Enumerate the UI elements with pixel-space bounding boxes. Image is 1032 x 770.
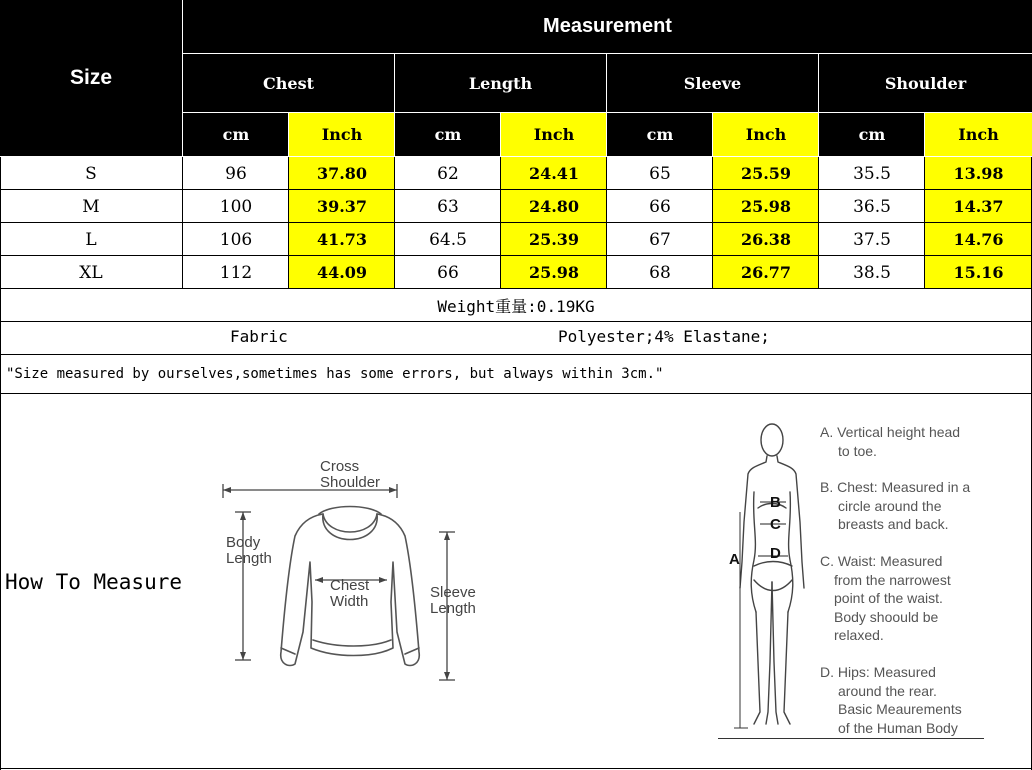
unit-header-inch [925, 113, 1032, 156]
fabric-value: Polyester;4% Elastane; [558, 327, 770, 346]
label-line: Width [330, 593, 369, 610]
chest-width-label [330, 578, 369, 610]
body-length-label [226, 535, 272, 567]
fabric-label: Fabric [230, 327, 288, 346]
table-cell: 68 [649, 262, 671, 283]
label-line: Body [226, 534, 261, 551]
unit-label: Inch [533, 125, 575, 144]
label-line: Chest [330, 577, 370, 594]
table-cell-inch: 25.39 [501, 223, 607, 256]
instruction-line: C. Waist: Measured [820, 553, 943, 569]
instruction-line: around the rear. [838, 682, 937, 699]
length-header [395, 54, 606, 112]
table-cell: 66 [437, 262, 459, 283]
table-cell: 64.5 [429, 229, 467, 250]
table-cell: 35.5 [853, 163, 891, 184]
unit-header-cm [607, 113, 713, 156]
table-cell: 36.5 [853, 196, 891, 217]
unit-header-cm [183, 113, 289, 156]
measurement-header-label: Measurement [543, 15, 672, 37]
table-cell-inch: 26.38 [713, 223, 819, 256]
instruction-line: A. Vertical height head [820, 424, 961, 440]
size-cell: S [85, 163, 97, 184]
instruction-c [820, 552, 951, 645]
table-cell: 66 [649, 196, 671, 217]
sleeve-header-label: Sleeve [683, 73, 742, 93]
table-cell-inch: 24.41 [501, 157, 607, 190]
chest-header-label: Chest [263, 73, 314, 93]
table-cell-inch: 37.80 [289, 157, 395, 190]
fabric-row [0, 322, 1032, 354]
table-cell: 37.5 [853, 229, 891, 250]
table-cell: 63 [437, 196, 459, 217]
weight-row [0, 289, 1032, 321]
marker-b: B [770, 494, 781, 511]
table-cell-inch: 39.37 [289, 190, 395, 223]
instruction-line: from the narrowest [834, 571, 951, 588]
size-header-label: Size [69, 66, 113, 89]
marker-d: D [770, 545, 781, 562]
chest-header [183, 54, 394, 112]
cross-shoulder-label [320, 459, 380, 491]
note-row [0, 355, 1032, 393]
instruction-line: relaxed. [834, 627, 884, 643]
table-cell-inch: 24.80 [501, 190, 607, 223]
body-figure-diagram [720, 412, 820, 738]
table-cell-inch: 26.77 [713, 256, 819, 289]
size-cell: XL [79, 262, 103, 283]
table-cell-inch: 14.76 [925, 223, 1032, 256]
table-cell-inch: 25.98 [501, 256, 607, 289]
table-cell: 112 [219, 262, 253, 283]
instruction-line: circle around the [838, 497, 942, 514]
instruction-line: to toe. [838, 442, 877, 459]
instruction-b [820, 478, 970, 534]
instruction-d [820, 663, 962, 737]
table-cell: 96 [225, 163, 247, 184]
sleeve-length-label [430, 585, 476, 617]
table-cell: 62 [437, 163, 459, 184]
sleeve-header [607, 54, 818, 112]
instruction-line: point of the waist. [834, 590, 943, 606]
instruction-line: D. Hips: Measured [820, 664, 936, 680]
label-line: Length [430, 600, 476, 617]
table-cell-inch: 41.73 [289, 223, 395, 256]
label-line: Shoulder [320, 474, 381, 491]
label-line: Cross [320, 458, 360, 475]
instruction-line: Body shoould be [834, 608, 939, 625]
instruction-line: Basic Meaurements [838, 701, 962, 717]
table-cell-inch: 14.37 [925, 190, 1032, 223]
unit-header-inch [501, 113, 607, 156]
shoulder-header [819, 54, 1032, 112]
instruction-a [820, 423, 960, 460]
marker-c: C [770, 516, 781, 533]
figure-baseline [718, 738, 984, 739]
unit-header-cm [395, 113, 501, 156]
unit-label: Inch [745, 125, 787, 144]
table-cell-inch: 25.98 [713, 190, 819, 223]
size-cell: L [85, 229, 97, 250]
instruction-line: of the Human Body [838, 719, 958, 736]
shoulder-header-label: Shoulder [884, 73, 967, 93]
unit-header-inch [289, 113, 395, 156]
table-cell: 38.5 [853, 262, 891, 283]
unit-label: Inch [958, 125, 999, 144]
instruction-line: B. Chest: Measured in a [820, 479, 971, 495]
table-cell-inch: 44.09 [289, 256, 395, 289]
weight-text: Weight重量:0.19KG [437, 296, 595, 316]
unit-header-inch [713, 113, 819, 156]
size-header [0, 0, 182, 156]
label-line: Sleeve [430, 584, 476, 601]
table-cell: 100 [219, 196, 253, 217]
table-cell-inch: 15.16 [925, 256, 1032, 289]
unit-label: cm [222, 125, 250, 144]
table-cell: 65 [649, 163, 671, 184]
unit-header-cm [819, 113, 925, 156]
unit-label: cm [858, 125, 886, 144]
unit-label: cm [434, 125, 462, 144]
table-cell-inch: 25.59 [713, 157, 819, 190]
unit-label: Inch [321, 125, 363, 144]
unit-label: cm [646, 125, 674, 144]
size-cell: M [82, 196, 100, 217]
instruction-line: breasts and back. [838, 516, 949, 532]
marker-a: A [729, 551, 740, 568]
length-header-label: Length [468, 73, 533, 93]
table-cell-inch: 13.98 [925, 157, 1032, 190]
note-text: "Size measured by ourselves,sometimes has some errors, but always within 3cm." [6, 366, 664, 382]
label-line: Length [226, 550, 272, 567]
table-cell: 106 [219, 229, 253, 250]
measurement-header [183, 0, 1032, 53]
how-to-measure-label: How To Measure [5, 570, 183, 594]
table-cell: 67 [649, 229, 671, 250]
